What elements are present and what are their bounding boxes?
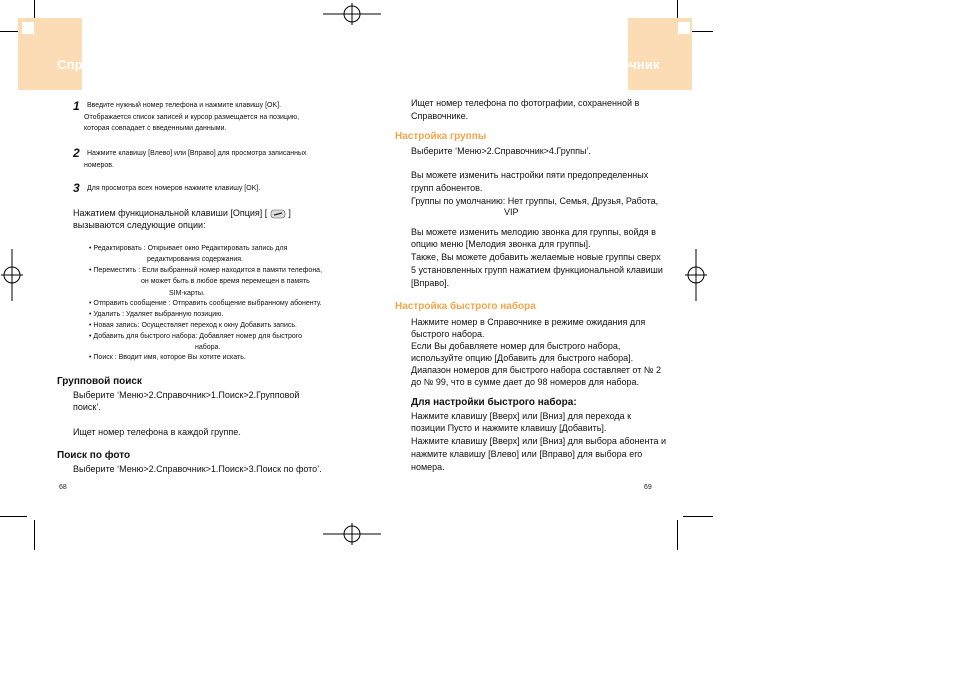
photo-search-heading: Поиск по фото — [57, 450, 131, 461]
speed-dial-text: используйте опцию [Добавить для быстрого набора]. — [411, 353, 634, 363]
step-text: Для просмотра всех номеров нажмите клавишу [OK]. — [87, 185, 261, 192]
group-search-text: Выберите ‘Меню>2.Справочник>1.Поиск>2.Групповой — [73, 390, 300, 400]
option-key-icon — [270, 209, 286, 219]
group-settings-text: Вы можете изменить настройки пяти предопределенных — [411, 170, 649, 180]
photo-search-text: Выберите ‘Меню>2.Справочник>1.Поиск>3.Поиск по фото’. — [73, 464, 322, 474]
step-number: 3 — [73, 181, 80, 195]
crop-mark — [34, 520, 35, 550]
options-intro-close: ] — [288, 208, 291, 218]
group-settings-text: групп абонентов. — [411, 183, 483, 193]
speed-dial-setup-text: номера. — [411, 462, 445, 472]
step-text: Отображается список записей и курсор размещается на позицию, — [84, 114, 300, 121]
registration-line — [11, 249, 13, 301]
group-settings-text: Выберите ‘Меню>2.Справочник>4.Группы’. — [411, 146, 591, 156]
step-text: номеров. — [84, 162, 114, 169]
right-header-notch — [678, 22, 690, 34]
group-search-text: Ищет номер телефона в каждой группе. — [73, 427, 241, 437]
group-settings-text: Также, Вы можете добавить желаемые новые группы сверх — [411, 252, 661, 262]
group-settings-text: Группы по умолчанию: Нет группы, Семья, Друзья, Работа, — [411, 196, 659, 206]
group-settings-text: Вы можете изменить мелодию звонка для группы, войдя в — [411, 227, 656, 237]
group-settings-heading: Настройка группы — [395, 131, 487, 142]
crop-mark — [0, 516, 27, 517]
registration-line — [323, 533, 381, 535]
speed-dial-text: до № 99, что в сумме дает до 98 номеров для набора. — [411, 377, 640, 387]
option-item: набора. — [195, 344, 221, 351]
page-number: 68 — [59, 484, 67, 491]
group-search-heading: Групповой поиск — [57, 376, 142, 387]
speed-dial-setup-text: Нажмите клавишу [Вверх] или [Вниз] для перехода к — [411, 411, 632, 421]
speed-dial-heading: Настройка быстрого набора — [395, 301, 536, 312]
option-item: • Новая запись: Осуществляет переход к окну Добавить запись. — [89, 322, 297, 329]
speed-dial-text: Нажмите номер в Справочнике в режиме ожидания для — [411, 317, 646, 327]
option-item: • Поиск : Вводит имя, которое Вы хотите искать. — [89, 354, 246, 361]
option-item: редактирования содержания. — [147, 256, 243, 263]
options-intro-line: вызываются следующие опции: — [73, 220, 206, 230]
crop-mark — [683, 516, 713, 517]
step-text: Введите нужный номер телефона и нажмите клавишу [OK]. — [87, 102, 282, 109]
group-settings-text: [Вправо]. — [411, 278, 450, 288]
speed-dial-setup-text: Нажмите клавишу [Вверх] или [Вниз] для выбора абонента и — [411, 436, 667, 446]
option-item: он может быть в любое время перемещен в память — [141, 278, 310, 285]
option-item: • Редактировать : Открывает окно Редактировать запись для — [89, 245, 288, 252]
registration-line — [323, 13, 381, 15]
step-text: которая совпадает с введенными данными. — [84, 125, 227, 132]
registration-line — [695, 249, 697, 301]
group-settings-text: опцию меню [Мелодия звонка для группы]. — [411, 239, 591, 249]
option-item: • Добавить для быстрого набора: Добавляет номер для быстрого — [89, 333, 303, 340]
speed-dial-setup-text: позиции Пусто и нажмите клавишу [Добавить]. — [411, 423, 607, 433]
speed-dial-setup-heading: Для настройки быстрого набора: — [411, 397, 577, 408]
speed-dial-setup-text: нажмите клавишу [Влево] или [Вправо] для выбора его — [411, 449, 643, 459]
left-header-title: Справочник — [57, 57, 137, 72]
crop-mark — [677, 520, 678, 550]
step-text: Нажмите клавишу [Влево] или [Вправо] для просмотра записанных — [87, 150, 307, 157]
speed-dial-text: Если Вы добавляете номер для быстрого набора, — [411, 341, 621, 351]
speed-dial-text: Диапазон номеров для быстрого набора составляет от № 2 — [411, 365, 661, 375]
group-search-text: поиск’. — [73, 402, 101, 412]
option-item: • Отправить сообщение : Отправить сообщение выбранному абоненту. — [89, 300, 322, 307]
option-item: • Удалить : Удаляет выбранную позицию. — [89, 311, 224, 318]
intro-text: Справочнике. — [411, 111, 469, 121]
option-item: SIM-карты. — [169, 290, 205, 297]
group-settings-text: 5 установленных групп нажатием функциональной клавиши — [411, 265, 663, 275]
step-number: 1 — [73, 99, 80, 113]
left-header-notch — [22, 22, 34, 34]
step-number: 2 — [73, 146, 80, 160]
group-settings-text: VIP — [504, 207, 519, 217]
right-header-title: Справочник — [580, 57, 660, 72]
option-item: • Переместить : Если выбранный номер находится в памяти телефона, — [89, 267, 323, 274]
speed-dial-text: быстрого набора. — [411, 329, 485, 339]
page-number: 69 — [644, 484, 652, 491]
options-intro-text: Нажатием функциональной клавиши [Опция] [ — [73, 208, 268, 218]
intro-text: Ищет номер телефона по фотографии, сохраненной в — [411, 98, 640, 108]
